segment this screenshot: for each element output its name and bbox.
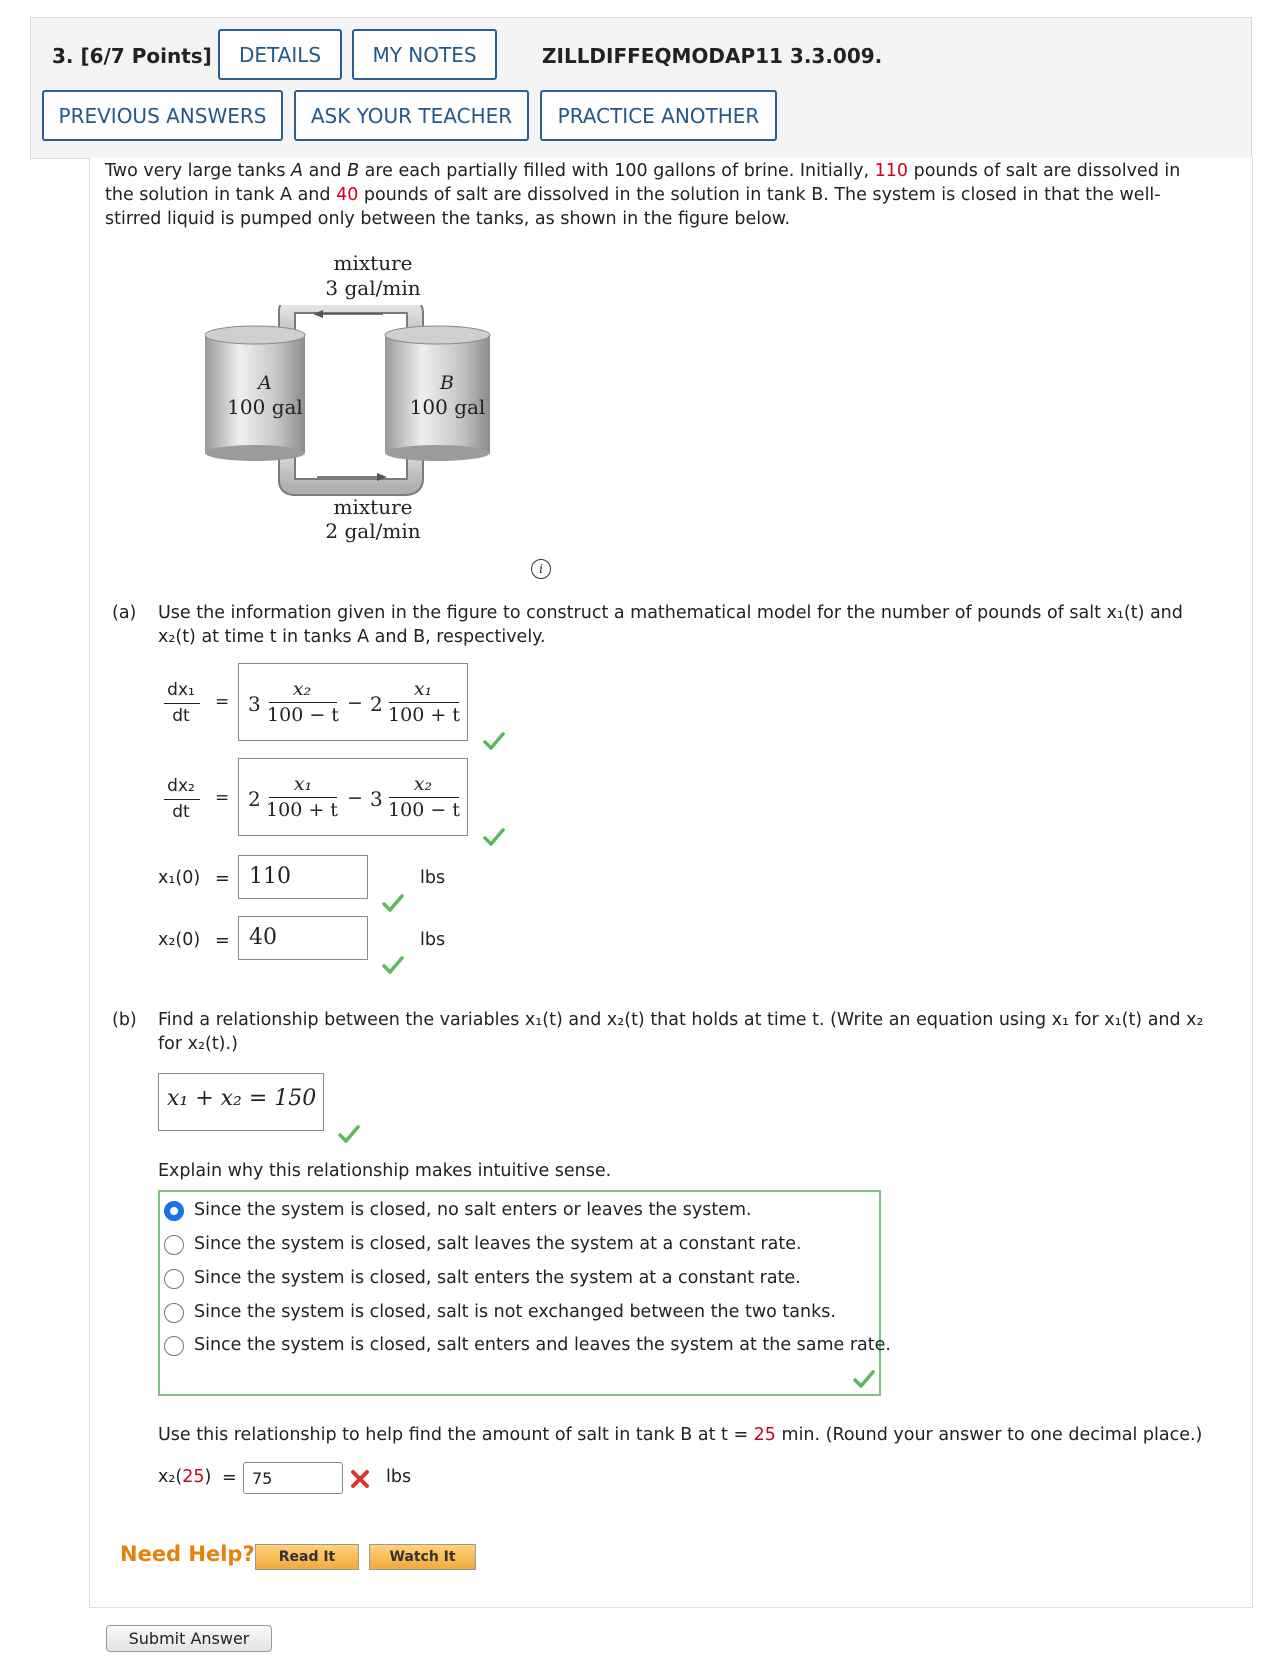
x2-initial-input[interactable]: 40	[238, 916, 368, 960]
eq1-correct-icon	[483, 732, 505, 750]
x2-25-equals: =	[222, 1468, 237, 1488]
x2-initial-correct-icon	[382, 956, 404, 974]
tank-b-volume: 100 gal	[409, 395, 486, 419]
option-radio-1[interactable]	[164, 1235, 184, 1255]
submit-answer-button[interactable]: Submit Answer	[106, 1625, 272, 1652]
x1-initial-label: x₁(0)	[158, 868, 201, 888]
eq1-lhs-denominator: dt	[172, 706, 190, 726]
option-radio-4[interactable]	[164, 1336, 184, 1356]
x1-initial-unit: lbs	[420, 868, 446, 888]
explain-prompt: Explain why this relationship makes intuitive sense.	[158, 1161, 612, 1181]
read-it-button[interactable]: Read It	[255, 1544, 359, 1570]
eq2-correct-icon	[483, 828, 505, 846]
practice-another-button[interactable]: PRACTICE ANOTHER	[540, 90, 777, 141]
eq1-lhs-numerator: dx₁	[167, 680, 195, 700]
tank-b-label: B	[440, 372, 454, 394]
eq1-lhs-fraction-bar	[164, 703, 200, 704]
bottom-flow-rate: 2 gal/min	[325, 519, 421, 543]
eq1-equals: =	[215, 692, 230, 712]
top-flow-label: mixture	[333, 251, 413, 275]
options-correct-icon	[853, 1370, 875, 1388]
option-label-4[interactable]: Since the system is closed, salt enters and leaves the system at the same rate.	[194, 1335, 891, 1355]
x2-initial-unit: lbs	[420, 930, 446, 950]
bottom-flow-label: mixture	[333, 495, 413, 519]
eq1-answer-box[interactable]: 3 x₂ 100 − t − 2 x₁ 100 + t	[238, 663, 468, 741]
option-radio-0[interactable]	[164, 1201, 184, 1221]
part-b-label: (b)	[112, 1010, 137, 1030]
part-a-text: Use the information given in the figure to construct a mathematical model for the number of pounds of salt x₁(t) and x₂(t) at time t in tanks A and B, respectively.	[158, 603, 1183, 647]
relation-correct-icon	[338, 1125, 360, 1143]
x1-initial-input[interactable]: 110	[238, 855, 368, 899]
option-radio-2[interactable]	[164, 1269, 184, 1289]
watch-it-button[interactable]: Watch It	[369, 1544, 476, 1570]
eq2-equals: =	[215, 788, 230, 808]
eq2-lhs-denominator: dt	[172, 802, 190, 822]
top-flow-rate: 3 gal/min	[325, 276, 421, 300]
problem-statement: Two very large tanks A and B are each partially filled with 100 gallons of brine. Initially, 110 pounds of salt are dissolved in the solution in tank A and 40 pounds of salt are dissolved in the solution in tank B. The system is closed in that the well-stirred liquid is pumped only between the tanks, as shown in the figure below.	[105, 161, 1181, 229]
option-label-0[interactable]: Since the system is closed, no salt enters or leaves the system.	[194, 1200, 752, 1220]
my-notes-button[interactable]: MY NOTES	[352, 29, 497, 80]
explanation-options-box	[158, 1190, 881, 1396]
use-relationship-text: Use this relationship to help find the amount of salt in tank B at t = 25 min. (Round your answer to one decimal place.)	[158, 1425, 1203, 1445]
info-icon[interactable]: i	[531, 559, 551, 579]
eq2-answer-box[interactable]: 2 x₁ 100 + t − 3 x₂ 100 − t	[238, 758, 468, 836]
tank-a-volume: 100 gal	[227, 395, 303, 419]
x2-25-label: x₂(25)	[158, 1467, 212, 1487]
x2-initial-equals: =	[215, 931, 230, 951]
ask-your-teacher-button[interactable]: ASK YOUR TEACHER	[294, 90, 529, 141]
option-label-1[interactable]: Since the system is closed, salt leaves the system at a constant rate.	[194, 1234, 802, 1254]
option-radio-3[interactable]	[164, 1303, 184, 1323]
x2-25-input[interactable]: 75	[243, 1462, 343, 1494]
x2-25-unit: lbs	[386, 1467, 412, 1487]
details-button[interactable]: DETAILS	[218, 29, 342, 80]
assignment-reference: ZILLDIFFEQMODAP11 3.3.009.	[542, 44, 883, 68]
eq2-lhs-numerator: dx₂	[167, 776, 195, 796]
option-label-3[interactable]: Since the system is closed, salt is not exchanged between the two tanks.	[194, 1302, 836, 1322]
tank-a-label: A	[258, 372, 272, 394]
relation-input[interactable]: x₁ + x₂ = 150	[158, 1073, 324, 1131]
previous-answers-button[interactable]: PREVIOUS ANSWERS	[42, 90, 283, 141]
part-a-label: (a)	[112, 603, 137, 623]
x2-initial-label: x₂(0)	[158, 930, 201, 950]
part-b-text: Find a relationship between the variables x₁(t) and x₂(t) that holds at time t. (Write an equation using x₁ for x₁(t) and x₂ for x₂(t).)	[158, 1010, 1204, 1054]
eq2-lhs-fraction-bar	[164, 799, 200, 800]
question-number: 3. [6/7 Points]	[52, 44, 212, 68]
incorrect-icon	[350, 1469, 370, 1489]
x1-initial-correct-icon	[382, 894, 404, 912]
option-label-2[interactable]: Since the system is closed, salt enters the system at a constant rate.	[194, 1268, 801, 1288]
x1-initial-equals: =	[215, 869, 230, 889]
need-help-label: Need Help?	[120, 1542, 255, 1566]
